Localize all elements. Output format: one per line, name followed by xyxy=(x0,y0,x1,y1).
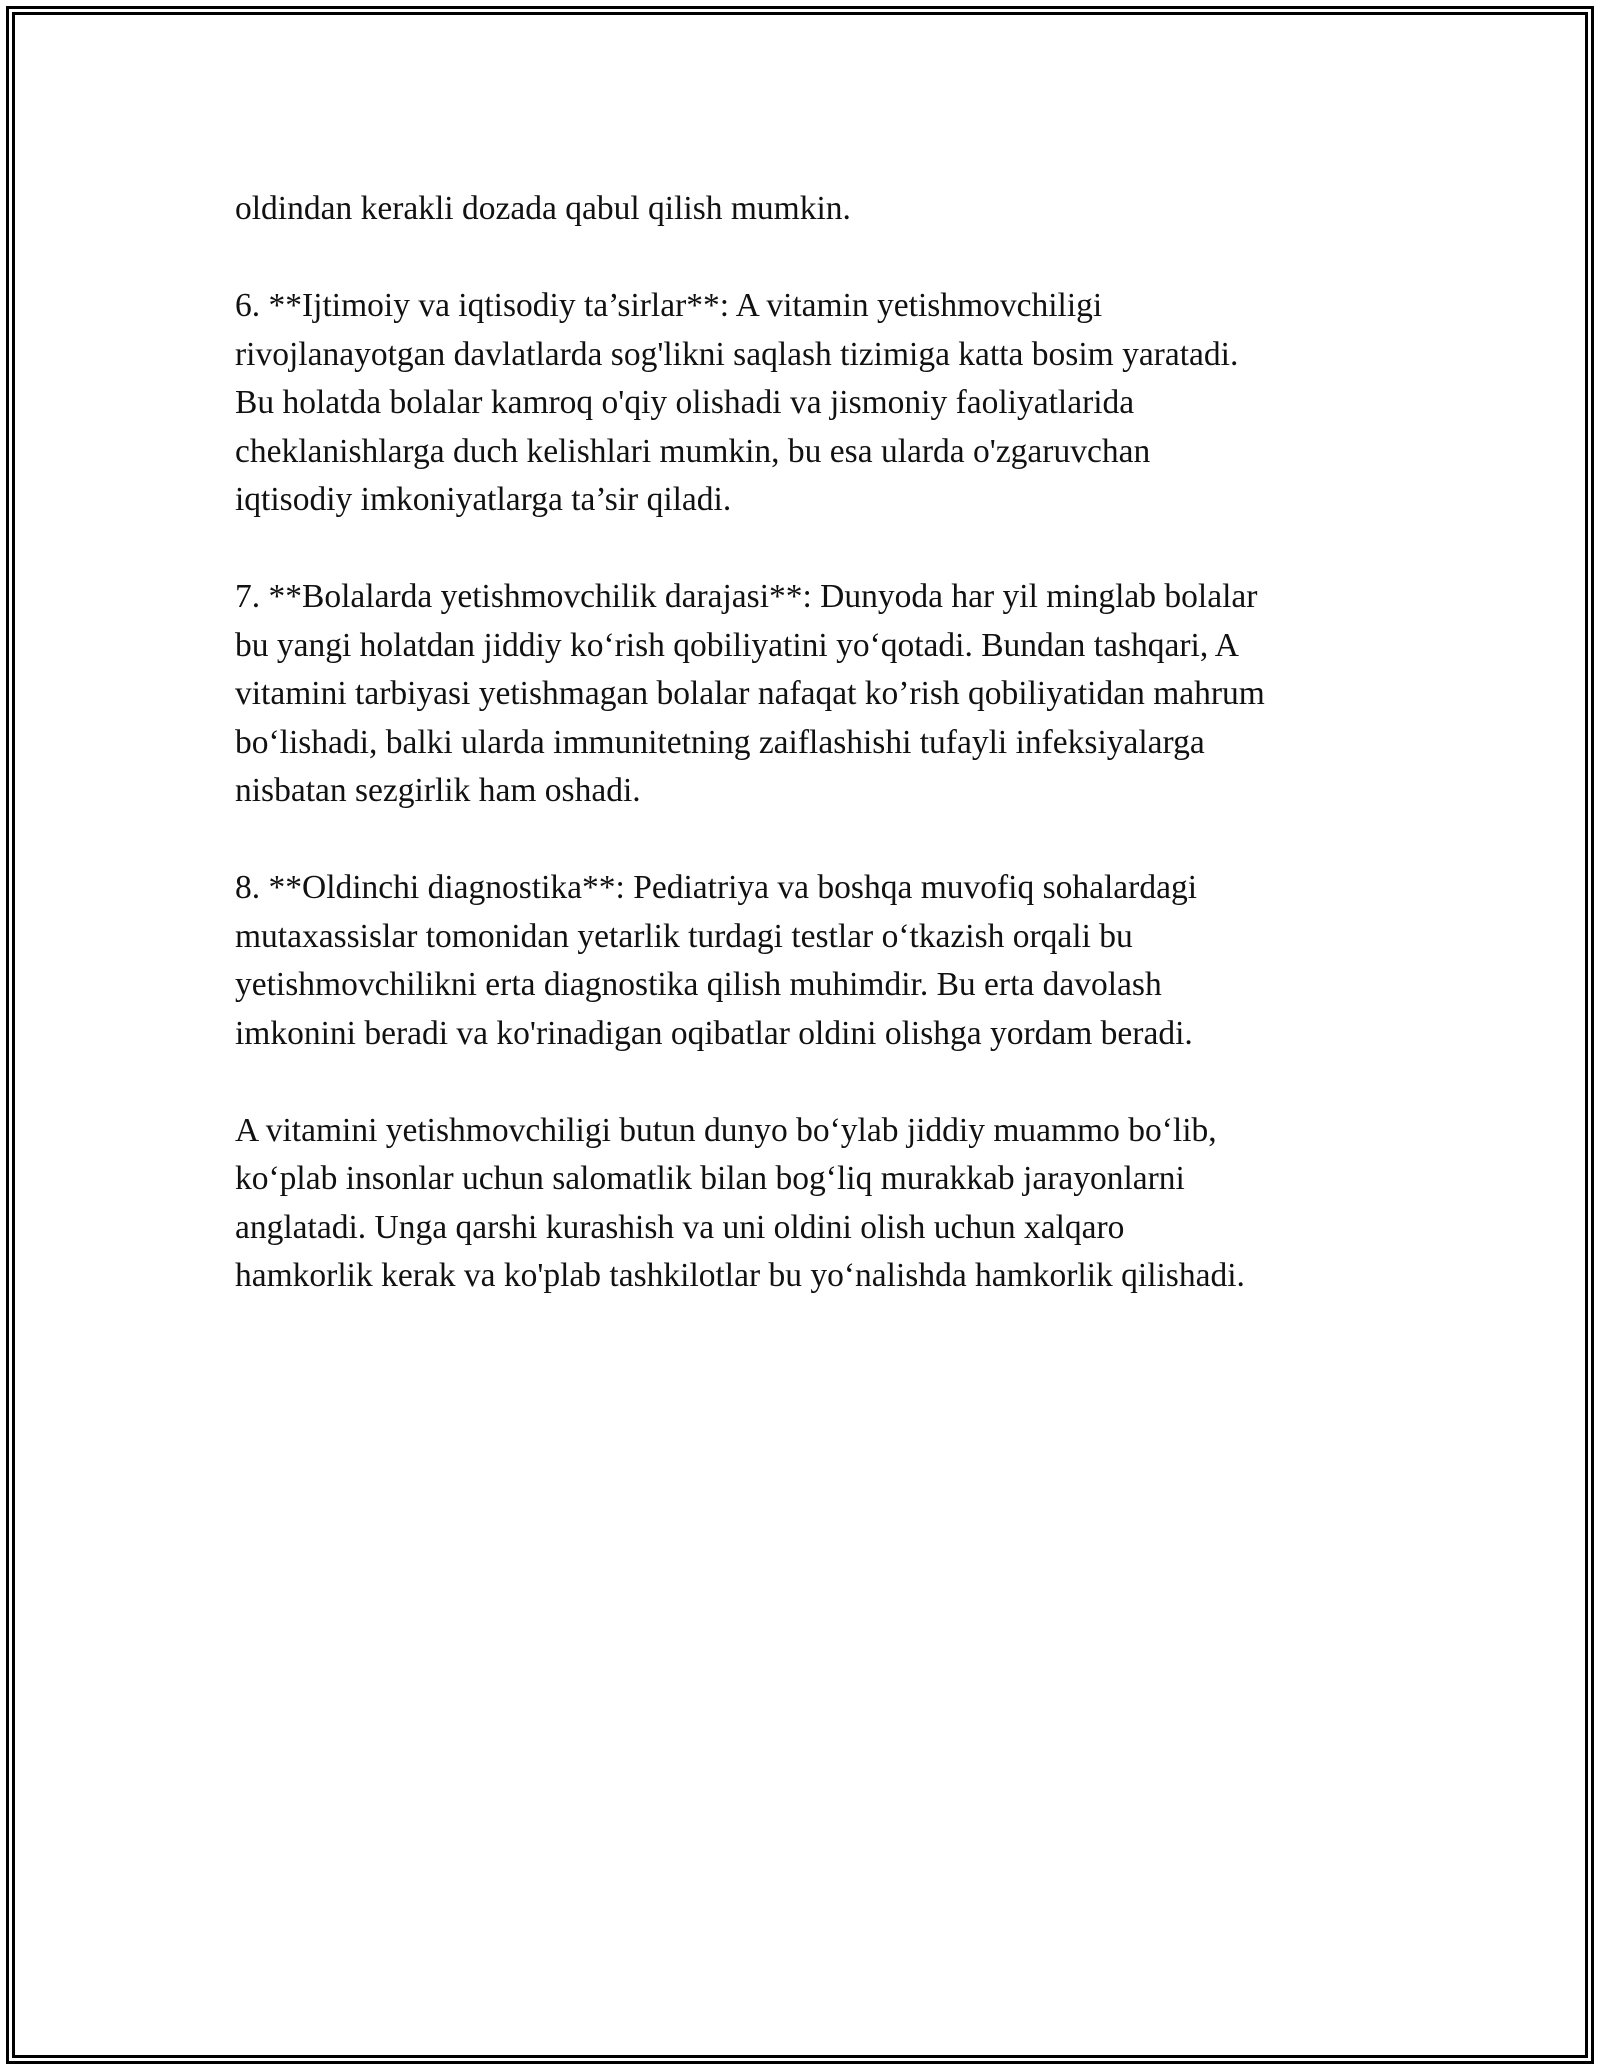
paragraph-item-6: 6. **Ijtimoiy va iqtisodiy ta’sirlar**: A vitamin yetishmovchiligi rivojlanayotgan davlatlarda sog'likni saqlash tizimiga katta bosim yaratadi. Bu holatda bolalar kamroq o'qiy olishadi va jismoniy faoliyatlarida cheklanishlarga duch kelishlari mumkin, bu esa ularda o'zgaruvchan iqtisodiy imkoniyatlarga ta’sir qiladi. xyxy=(235,287,1239,518)
paragraph-continuation: oldindan kerakli dozada qabul qilish mumkin. xyxy=(235,190,851,227)
paragraph-item-8: 8. **Oldinchi diagnostika**: Pediatriya va boshqa muvofiq sohalardagi mutaxassislar tomonidan yetarlik turdagi testlar o‘tkazish orqali bu yetishmovchilikni erta diagnostika qilish muhimdir. Bu erta davolash imkonini beradi va ko'rinadigan oqibatlar oldini olishga yordam beradi. xyxy=(235,869,1198,1052)
paragraph-item-7: 7. **Bolalarda yetishmovchilik darajasi**: Dunyoda har yil minglab bolalar bu yangi holatdan jiddiy ko‘rish qobiliyatini yo‘qotadi. Bundan tashqari, A vitamini tarbiyasi yetishmagan bolalar nafaqat ko’rish qobiliyatidan mahrum bo‘lishadi, balki ularda immunitetning zaiflashishi tufayli infeksiyalarga nisbatan sezgirlik ham oshadi. xyxy=(235,578,1265,809)
document-body xyxy=(235,185,1375,1349)
paragraph-conclusion: A vitamini yetishmovchiligi butun dunyo bo‘ylab jiddiy muammo bo‘lib, ko‘plab insonlar uchun salomatlik bilan bog‘liq murakkab jarayonlarni anglatadi. Unga qarshi kurashish va uni oldini olish uchun xalqaro hamkorlik kerak va ko'plab tashkilotlar bu yo‘nalishda hamkorlik qilishadi. xyxy=(235,1111,1245,1294)
